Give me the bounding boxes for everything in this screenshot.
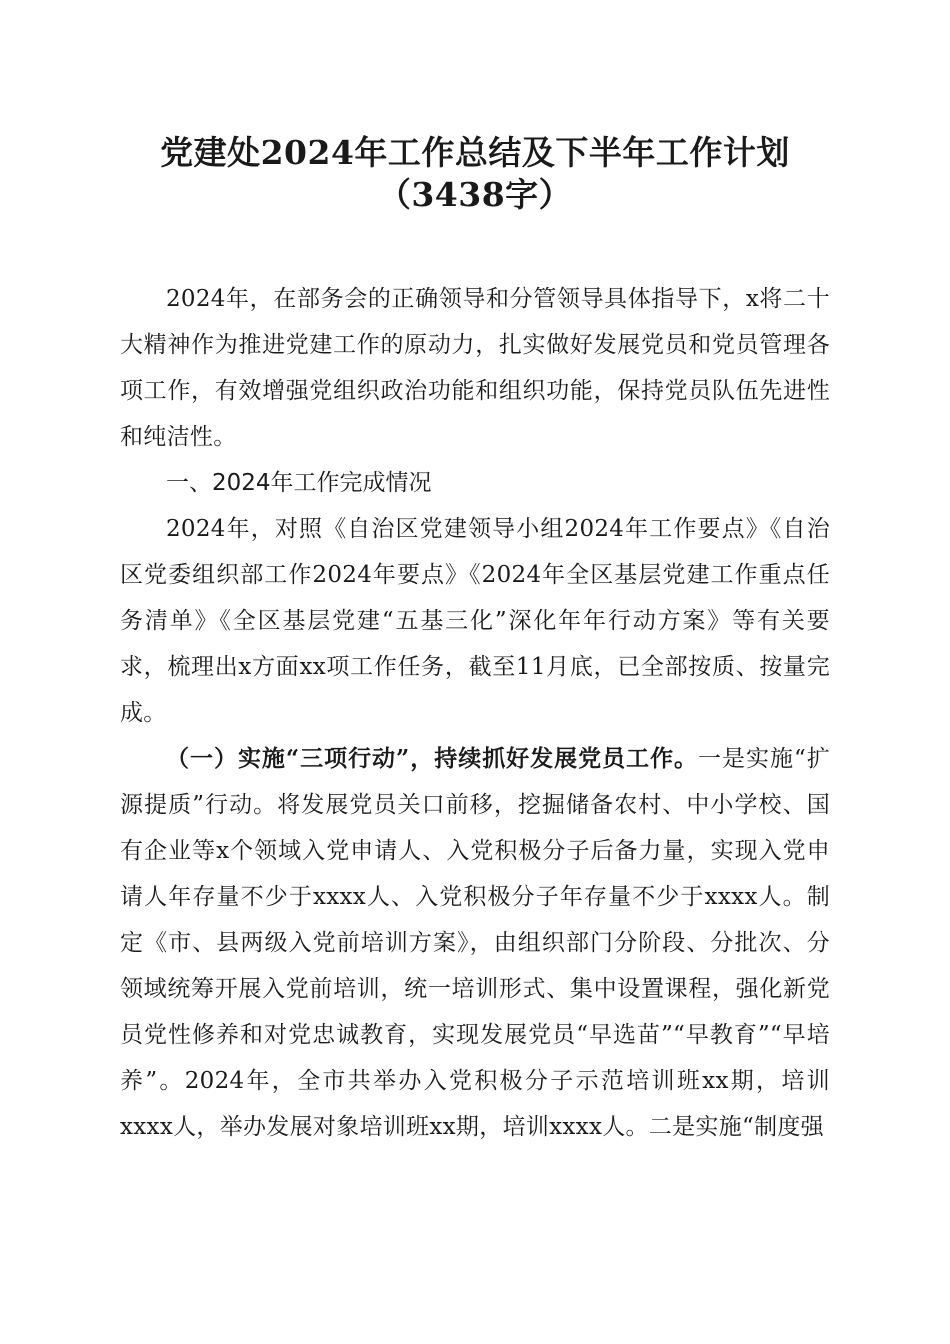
summary-paragraph: 2024年，对照《自治区党建领导小组2024年工作要点》《自治区党委组织部工作2024年要点》《2024年全区基层党建工作重点任务清单》《全区基层党建“五基三化”深化年年行动方案》等有关要求，梳理出x方面xx项工作任务，截至11月底，已全部按质、按量完成。 (120, 516, 830, 726)
intro-paragraph: 2024年，在部务会的正确领导和分管领导具体指导下，x将二十大精神作为推进党建工作的原动力，扎实做好发展党员和党员管理各项工作，有效增强党组织政治功能和组织功能，保持党员队伍先进性和纯洁性。 (120, 286, 830, 450)
section-heading: 一、2024年工作完成情况 (166, 470, 432, 496)
title-line-wordcount: （3438字） (377, 175, 573, 214)
document-body (120, 276, 830, 1150)
subsection-paragraph (120, 736, 830, 1150)
title-line-main: 党建处2024年工作总结及下半年工作计划 (160, 133, 790, 172)
document-title (120, 132, 830, 216)
subsection-body: 一是实施“扩源提质”行动。将发展党员关口前移，挖掘储备农村、中小学校、国有企业等x个领域入党申请人、入党积极分子后备力量，实现入党申请人年存量不少于xxxx人、入党积极分子年存量不少于xxxx人。制定《市、县两级入党前培训方案》，由组织部门分阶段、分批次、分领域统筹开展入党前培训，统一培训形式、集中设置课程，强化新党员党性修养和对党忠诚教育，实现发展党员“早选苗”“早教育”“早培养”。2024年，全市共举办入党积极分子示范培训班xx期，培训xxxx人，举办发展对象培训班xx期，培训xxxx人。二是实施“制度强 (120, 746, 830, 1140)
subsection-heading: （一）实施“三项行动”，持续抓好发展党员工作。 (166, 745, 699, 772)
